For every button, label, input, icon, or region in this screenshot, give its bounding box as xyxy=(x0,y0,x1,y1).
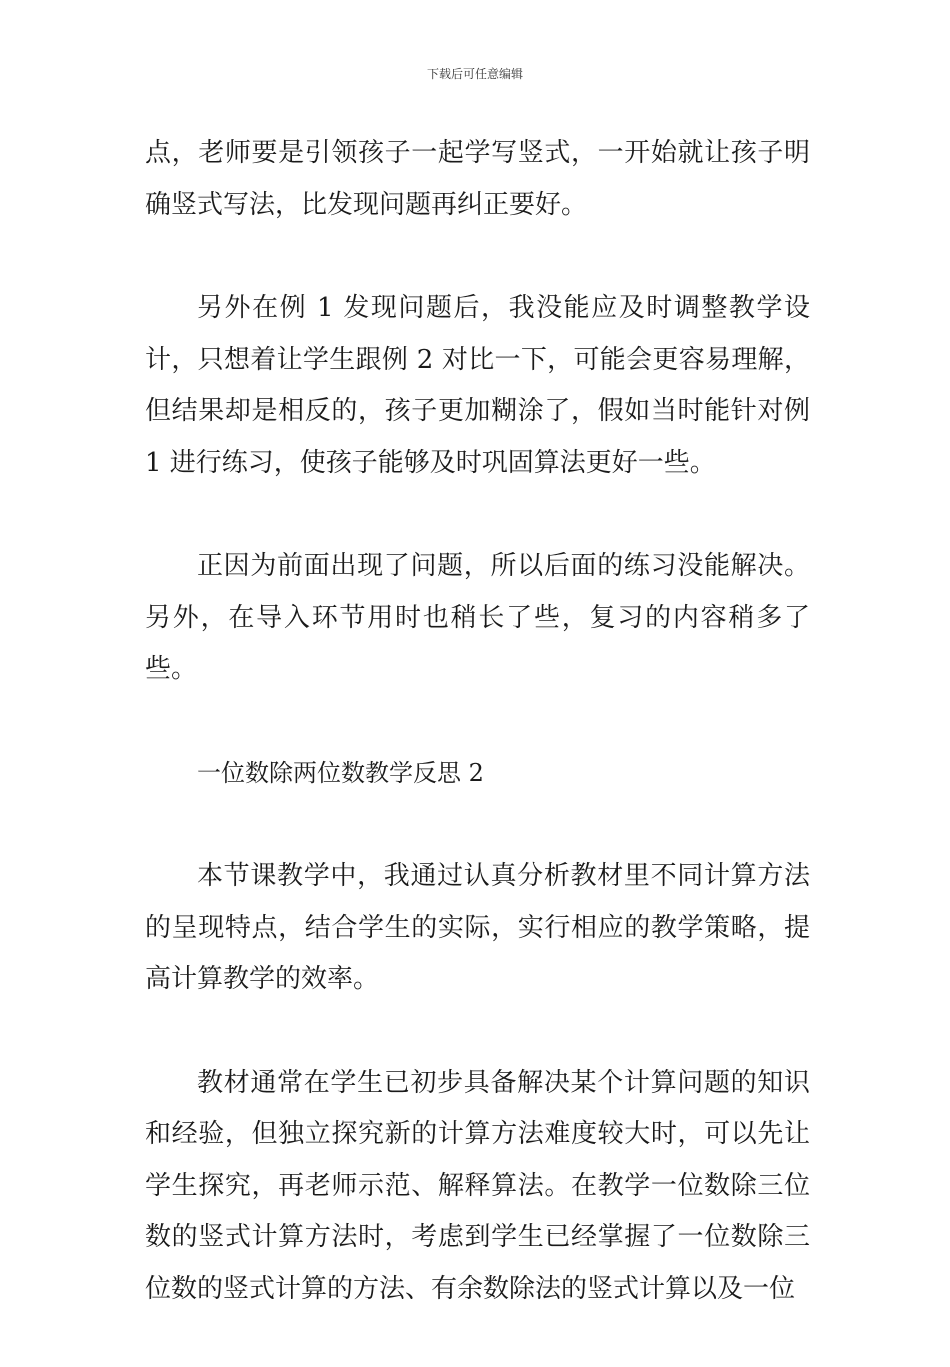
paragraph-problem-summary: 正因为前面出现了问题，所以后面的练习没能解决。另外，在导入环节用时也稍长了些，复习的内容稍多了些。 xyxy=(145,551,810,684)
paragraph-textbook-approach: 教材通常在学生已初步具备解决某个计算问题的知识和经验，但独立探究新的计算方法难度较大时，可以先让学生探究，再老师示范、解释算法。在教学一位数除三位数的竖式计算方法时，考虑到学生已经掌握了一位数除三位数的竖式计算的方法、有余数除法的竖式计算以及一位 xyxy=(145,1067,810,1304)
paragraph-continuation: 点，老师要是引领孩子一起学写竖式，一开始就让孩子明确竖式写法，比发现问题再纠正要好。 xyxy=(145,138,810,220)
section-heading: 一位数除两位数教学反思 2 xyxy=(197,758,484,787)
document-body xyxy=(145,128,810,1367)
page-header: 下载后可任意编辑 xyxy=(426,67,523,81)
paragraph-example-reflection: 另外在例 1 发现问题后，我没能应及时调整教学设计，只想着让学生跟例 2 对比一下，可能会更容易理解，但结果却是相反的，孩子更加糊涂了，假如当时能针对例 1 进行练习，使孩子能够及时巩固算法更好一些。 xyxy=(145,293,810,478)
paragraph-teaching-strategy: 本节课教学中，我通过认真分析教材里不同计算方法的呈现特点，结合学生的实际，实行相应的教学策略，提高计算教学的效率。 xyxy=(145,861,810,994)
